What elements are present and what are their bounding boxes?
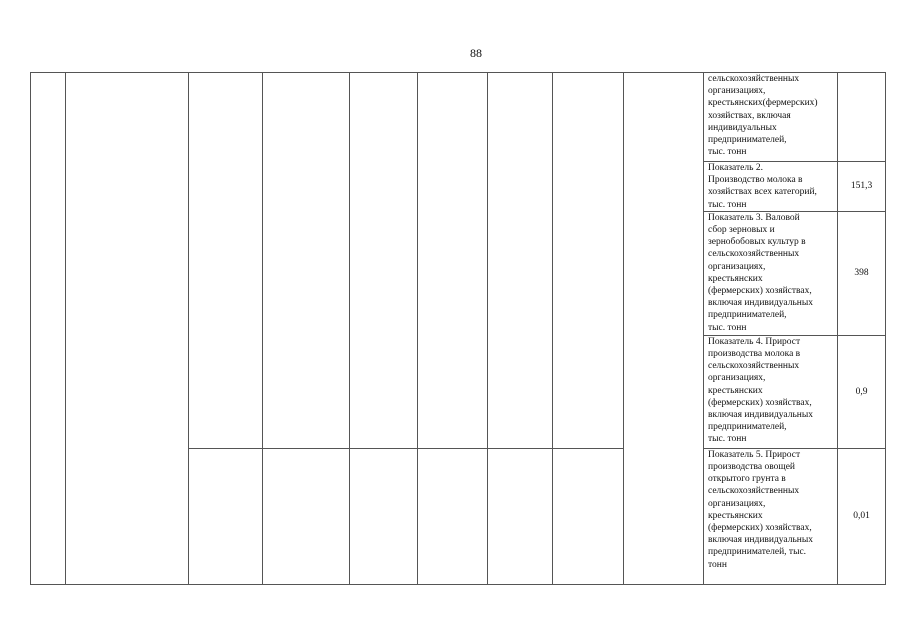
indicator-cell [704, 162, 838, 212]
indicator-text: Показатель 2. Производство молока в хозяйствах всех категорий, тыс. тонн [708, 163, 817, 210]
document-table [30, 72, 886, 585]
table-cell [418, 448, 488, 584]
value-cell [838, 73, 886, 162]
table-cell [189, 73, 263, 449]
indicator-cell [704, 73, 838, 162]
indicator-cell [704, 211, 838, 335]
value-cell: 0,9 [838, 335, 886, 448]
table-cell [624, 73, 704, 585]
table-cell [66, 73, 189, 585]
table-cell [31, 73, 66, 585]
table-cell [488, 448, 553, 584]
indicator-text: сельскохозяйственных организациях, крестьянских(фермерских) хозяйствах, включая индивидуальных предпринимателей, тыс. тонн [708, 74, 818, 158]
table-cell [350, 73, 418, 449]
table-cell [189, 448, 263, 584]
indicator-cell [704, 335, 838, 448]
table-cell [263, 73, 350, 449]
indicator-cell [704, 448, 838, 584]
indicator-text: Показатель 3. Валовой сбор зерновых и зернобобовых культур в сельскохозяйственных организациях, крестьянских (фермерских) хозяйствах, включая индивидуальных предпринимателей, тыс. тонн [708, 212, 814, 333]
indicator-text: Показатель 5. Прирост производства овощей открытого грунта в сельскохозяйственных организациях, крестьянских (фермерских) хозяйствах, включая индивидуальных предпринимателей, тыс. тонн [708, 449, 814, 570]
value-cell: 151,3 [838, 162, 886, 212]
table-cell [350, 448, 418, 584]
table-row [31, 73, 886, 162]
value-cell: 398 [838, 211, 886, 335]
value-cell: 0,01 [838, 448, 886, 584]
table-cell [488, 73, 553, 449]
table-cell [553, 73, 624, 449]
page-number: 88 [470, 46, 482, 60]
table-cell [553, 448, 624, 584]
indicator-text: Показатель 4. Прирост производства молока в сельскохозяйственных организациях, крестьянских (фермерских) хозяйствах, включая индивидуальных предпринимателей, тыс. тонн [708, 336, 814, 445]
table-cell [418, 73, 488, 449]
table-cell [263, 448, 350, 584]
